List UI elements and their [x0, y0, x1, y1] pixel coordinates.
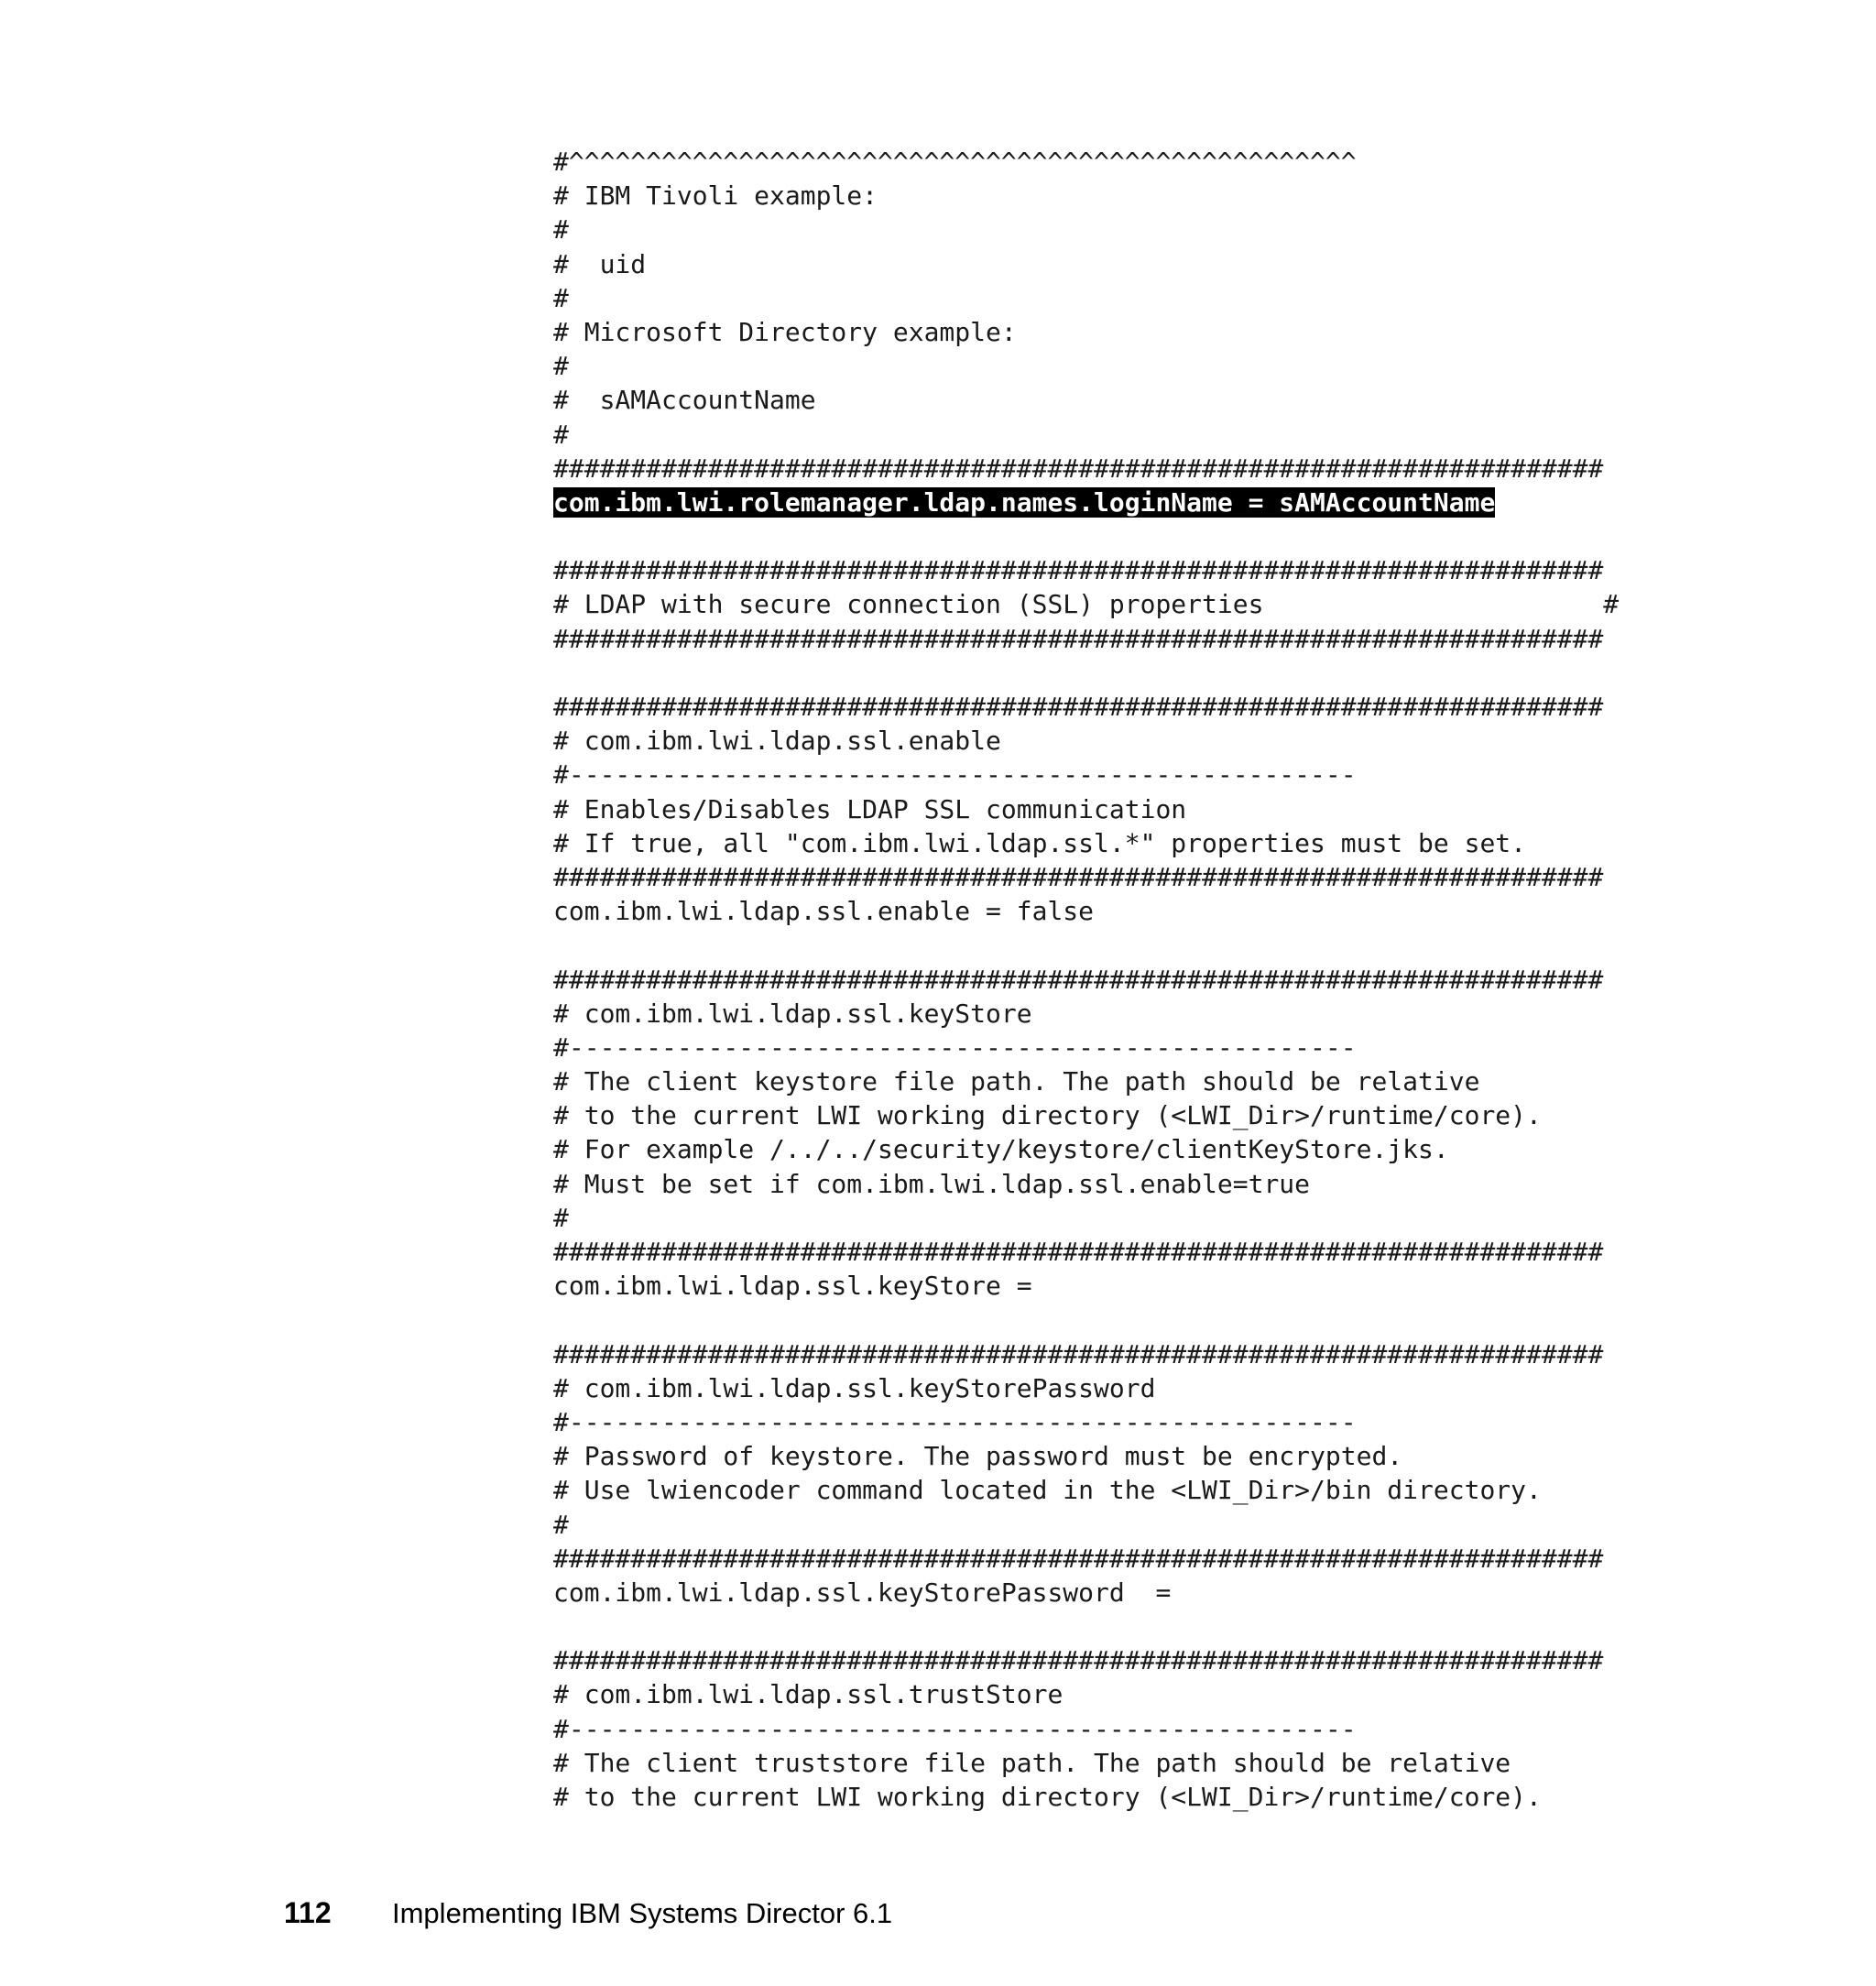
code-line: ####################################################################: [553, 1543, 1604, 1574]
code-line: ####################################################################: [553, 1237, 1604, 1267]
code-line: ####################################################################: [553, 861, 1604, 892]
code-line: # LDAP with secure connection (SSL) properties #: [553, 589, 1620, 620]
code-line: com.ibm.lwi.ldap.ssl.keyStore =: [553, 1271, 1032, 1302]
code-line: [553, 1303, 1619, 1337]
code-line: # The client truststore file path. The path should be relative: [553, 1747, 1511, 1778]
code-line: #---------------------------------------------------: [553, 1713, 1357, 1744]
code-line: # If true, all "com.ibm.lwi.ldap.ssl.*" properties must be set.: [553, 827, 1527, 858]
code-line: # Password of keystore. The password must be encrypted.: [553, 1441, 1403, 1472]
code-line: #---------------------------------------------------: [553, 759, 1357, 791]
code-line: #---------------------------------------------------: [553, 1031, 1357, 1063]
code-line: # IBM Tivoli example:: [553, 180, 878, 212]
code-line: ####################################################################: [553, 964, 1604, 995]
code-line: ####################################################################: [553, 555, 1604, 586]
page-footer: [284, 1896, 892, 1930]
code-line: #---------------------------------------------------: [553, 1406, 1357, 1437]
code-line: com.ibm.lwi.ldap.ssl.keyStorePassword =: [553, 1577, 1172, 1608]
code-line: # to the current LWI working directory (<LWI_Dir>/runtime/core).: [553, 1782, 1542, 1812]
code-line: # For example /../../security/keystore/clientKeyStore.jks.: [553, 1134, 1449, 1165]
code-line: # Microsoft Directory example:: [553, 316, 1017, 347]
code-line: # Use lwiencoder command located in the <LWI_Dir>/bin directory.: [553, 1475, 1542, 1506]
code-line: [553, 656, 1619, 690]
code-line: # com.ibm.lwi.ldap.ssl.trustStore: [553, 1679, 1063, 1710]
code-line: #: [553, 214, 569, 246]
code-line: # to the current LWI working directory (<LWI_Dir>/runtime/core).: [553, 1100, 1542, 1131]
code-line: [553, 519, 1619, 553]
code-line: # com.ibm.lwi.ldap.ssl.keyStorePassword: [553, 1372, 1156, 1403]
highlighted-code-line: com.ibm.lwi.rolemanager.ldap.names.loginName = sAMAccountName: [553, 486, 1496, 518]
code-line: com.ibm.lwi.ldap.ssl.enable = false: [553, 896, 1095, 927]
page-number: 112: [284, 1896, 332, 1929]
code-line: ####################################################################: [553, 1338, 1604, 1369]
code-line: ####################################################################: [553, 692, 1604, 722]
code-line: #: [553, 351, 569, 382]
code-line: [553, 1610, 1619, 1643]
code-line: # com.ibm.lwi.ldap.ssl.enable: [553, 726, 1001, 757]
code-line: # Must be set if com.ibm.lwi.ldap.ssl.enable=true: [553, 1168, 1311, 1199]
code-line: ####################################################################: [553, 623, 1604, 654]
code-line: [553, 928, 1619, 962]
code-line: # com.ibm.lwi.ldap.ssl.keyStore: [553, 998, 1032, 1029]
book-title: Implementing IBM Systems Director 6.1: [392, 1897, 893, 1929]
code-line: # uid: [553, 248, 647, 279]
code-line: #^^^^^^^^^^^^^^^^^^^^^^^^^^^^^^^^^^^^^^^^^^^^^^^^^^^: [553, 147, 1357, 177]
code-line: #: [553, 1509, 569, 1540]
code-listing: [553, 145, 1619, 1848]
code-line: #: [553, 419, 569, 450]
code-line: # sAMAccountName: [553, 385, 816, 416]
code-line: ####################################################################: [553, 453, 1604, 484]
code-line: #: [553, 282, 569, 313]
code-line: #: [553, 1202, 569, 1233]
code-line: ####################################################################: [553, 1645, 1604, 1676]
code-line: # The client keystore file path. The path should be relative: [553, 1066, 1480, 1097]
code-line: # Enables/Disables LDAP SSL communication: [553, 793, 1187, 824]
